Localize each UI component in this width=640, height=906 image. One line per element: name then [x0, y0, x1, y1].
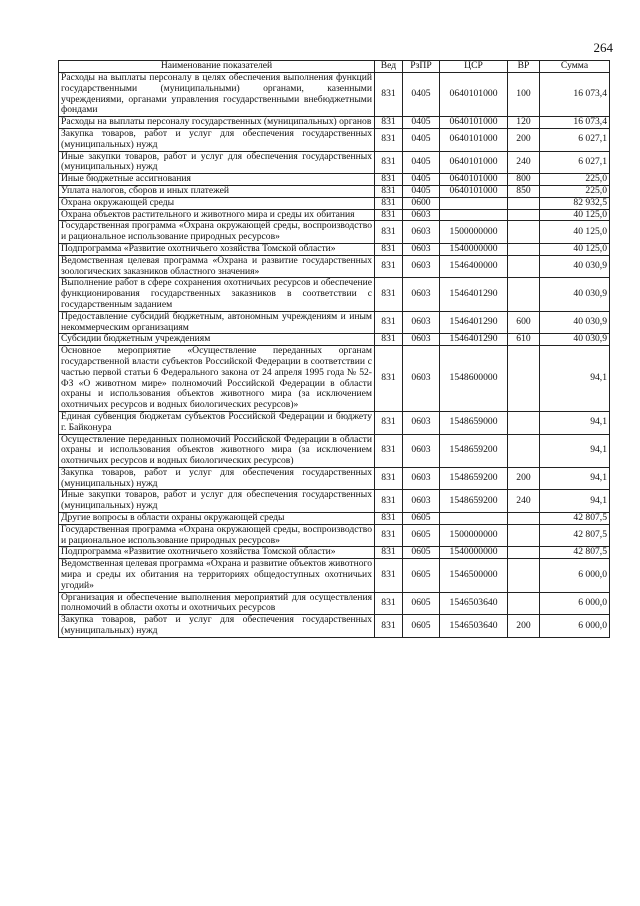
row-name-cell: Предоставление субсидий бюджетным, автономным учреждениям и иным некоммерческим организациям — [59, 311, 375, 334]
row-csr-cell: 1546401290 — [440, 311, 508, 334]
row-csr-cell: 1548659200 — [440, 434, 508, 467]
row-rzpr-cell: 0603 — [403, 243, 440, 255]
row-rzpr-cell: 0603 — [403, 334, 440, 346]
row-vr-cell: 200 — [508, 615, 540, 638]
row-vr-cell — [508, 209, 540, 221]
row-sum-cell: 42 807,5 — [540, 547, 610, 559]
header-vr: ВР — [508, 61, 540, 73]
row-ved-cell: 831 — [375, 243, 403, 255]
row-sum-cell: 40 125,0 — [540, 221, 610, 244]
row-ved-cell: 831 — [375, 411, 403, 434]
table-row — [59, 513, 610, 525]
table-row — [59, 592, 610, 615]
row-name-cell: Расходы на выплаты персоналу в целях обеспечения выполнения функций государственными (муниципальными) органами, казенными учреждениями, органами управления государственными внебюджетными фондами — [59, 73, 375, 117]
table-row — [59, 559, 610, 592]
table-row — [59, 197, 610, 209]
row-vr-cell — [508, 255, 540, 278]
row-ved-cell: 831 — [375, 197, 403, 209]
header-sum: Сумма — [540, 61, 610, 73]
row-sum-cell: 40 125,0 — [540, 243, 610, 255]
row-rzpr-cell: 0603 — [403, 434, 440, 467]
row-ved-cell: 831 — [375, 615, 403, 638]
row-csr-cell — [440, 209, 508, 221]
row-name-cell: Охрана объектов растительного и животного мира и среды их обитания — [59, 209, 375, 221]
row-vr-cell — [508, 524, 540, 547]
budget-table — [58, 60, 610, 638]
header-ved: Вед — [375, 61, 403, 73]
table-row — [59, 278, 610, 311]
page-number: 264 — [593, 40, 613, 55]
row-rzpr-cell: 0603 — [403, 255, 440, 278]
row-csr-cell: 1548659200 — [440, 490, 508, 513]
table-row — [59, 334, 610, 346]
row-sum-cell: 42 807,5 — [540, 524, 610, 547]
row-csr-cell: 0640101000 — [440, 185, 508, 197]
row-vr-cell: 600 — [508, 311, 540, 334]
row-csr-cell: 1540000000 — [440, 243, 508, 255]
row-csr-cell: 1548659000 — [440, 411, 508, 434]
row-rzpr-cell: 0605 — [403, 513, 440, 525]
header-rzpr: РзПР — [403, 61, 440, 73]
row-ved-cell: 831 — [375, 185, 403, 197]
row-name-cell: Выполнение работ в сфере сохранения охотничьих ресурсов и обеспечение функционирования государственных заказников в соответствии с государственным заданием — [59, 278, 375, 311]
row-csr-cell: 1548600000 — [440, 346, 508, 412]
row-name-cell: Организация и обеспечение выполнения мероприятий для осуществления полномочий в области охоты и охотничьих ресурсов — [59, 592, 375, 615]
row-ved-cell: 831 — [375, 513, 403, 525]
header-name: Наименование показателей — [59, 61, 375, 73]
row-vr-cell — [508, 434, 540, 467]
row-csr-cell — [440, 513, 508, 525]
row-ved-cell: 831 — [375, 128, 403, 151]
row-rzpr-cell: 0603 — [403, 490, 440, 513]
row-vr-cell: 100 — [508, 73, 540, 117]
row-csr-cell: 0640101000 — [440, 73, 508, 117]
row-csr-cell: 1546500000 — [440, 559, 508, 592]
row-ved-cell: 831 — [375, 434, 403, 467]
row-rzpr-cell: 0405 — [403, 117, 440, 129]
row-csr-cell: 1548659200 — [440, 467, 508, 490]
row-name-cell: Единая субвенция бюджетам субъектов Российской Федерации и бюджету г. Байконура — [59, 411, 375, 434]
header-row — [59, 61, 610, 73]
row-sum-cell: 40 030,9 — [540, 334, 610, 346]
row-ved-cell: 831 — [375, 151, 403, 174]
row-vr-cell — [508, 559, 540, 592]
table-row — [59, 73, 610, 117]
row-ved-cell: 831 — [375, 346, 403, 412]
row-rzpr-cell: 0603 — [403, 278, 440, 311]
row-csr-cell: 1546503640 — [440, 592, 508, 615]
row-ved-cell: 831 — [375, 73, 403, 117]
row-sum-cell: 40 125,0 — [540, 209, 610, 221]
row-csr-cell: 0640101000 — [440, 174, 508, 186]
row-rzpr-cell: 0405 — [403, 151, 440, 174]
row-ved-cell: 831 — [375, 559, 403, 592]
row-vr-cell — [508, 346, 540, 412]
row-ved-cell: 831 — [375, 334, 403, 346]
row-ved-cell: 831 — [375, 311, 403, 334]
table-header — [59, 61, 610, 73]
row-name-cell: Иные бюджетные ассигнования — [59, 174, 375, 186]
row-rzpr-cell: 0605 — [403, 524, 440, 547]
row-name-cell: Подпрограмма «Развитие охотничьего хозяйства Томской области» — [59, 243, 375, 255]
table-row — [59, 128, 610, 151]
row-csr-cell: 1546400000 — [440, 255, 508, 278]
row-vr-cell: 800 — [508, 174, 540, 186]
row-rzpr-cell: 0605 — [403, 547, 440, 559]
row-sum-cell: 40 030,9 — [540, 255, 610, 278]
row-ved-cell: 831 — [375, 221, 403, 244]
row-ved-cell: 831 — [375, 467, 403, 490]
row-csr-cell: 1546401290 — [440, 334, 508, 346]
row-name-cell: Иные закупки товаров, работ и услуг для обеспечения государственных (муниципальных) нужд — [59, 490, 375, 513]
row-vr-cell: 120 — [508, 117, 540, 129]
row-csr-cell: 1500000000 — [440, 524, 508, 547]
row-ved-cell: 831 — [375, 278, 403, 311]
row-csr-cell: 0640101000 — [440, 151, 508, 174]
row-ved-cell: 831 — [375, 490, 403, 513]
row-vr-cell — [508, 513, 540, 525]
row-csr-cell: 1546503640 — [440, 615, 508, 638]
row-sum-cell: 94,1 — [540, 346, 610, 412]
row-sum-cell: 16 073,4 — [540, 117, 610, 129]
row-name-cell: Государственная программа «Охрана окружающей среды, воспроизводство и рациональное использование природных ресурсов» — [59, 221, 375, 244]
header-csr: ЦСР — [440, 61, 508, 73]
row-csr-cell: 1540000000 — [440, 547, 508, 559]
row-vr-cell — [508, 278, 540, 311]
row-vr-cell — [508, 243, 540, 255]
row-sum-cell: 6 027,1 — [540, 128, 610, 151]
row-vr-cell — [508, 411, 540, 434]
table-row — [59, 547, 610, 559]
row-name-cell: Иные закупки товаров, работ и услуг для обеспечения государственных (муниципальных) нужд — [59, 151, 375, 174]
row-name-cell: Уплата налогов, сборов и иных платежей — [59, 185, 375, 197]
table-row — [59, 243, 610, 255]
row-rzpr-cell: 0600 — [403, 197, 440, 209]
row-sum-cell: 40 030,9 — [540, 278, 610, 311]
row-name-cell: Подпрограмма «Развитие охотничьего хозяйства Томской области» — [59, 547, 375, 559]
row-ved-cell: 831 — [375, 117, 403, 129]
row-vr-cell — [508, 221, 540, 244]
row-rzpr-cell: 0603 — [403, 346, 440, 412]
row-sum-cell: 94,1 — [540, 411, 610, 434]
row-ved-cell: 831 — [375, 547, 403, 559]
table-row — [59, 615, 610, 638]
row-csr-cell: 0640101000 — [440, 117, 508, 129]
row-name-cell: Государственная программа «Охрана окружающей среды, воспроизводство и рациональное использование природных ресурсов» — [59, 524, 375, 547]
row-vr-cell: 240 — [508, 151, 540, 174]
row-vr-cell — [508, 592, 540, 615]
row-sum-cell: 16 073,4 — [540, 73, 610, 117]
row-sum-cell: 6 000,0 — [540, 615, 610, 638]
row-vr-cell: 200 — [508, 467, 540, 490]
row-name-cell: Другие вопросы в области охраны окружающей среды — [59, 513, 375, 525]
row-rzpr-cell: 0605 — [403, 592, 440, 615]
table-row — [59, 117, 610, 129]
row-vr-cell — [508, 197, 540, 209]
row-rzpr-cell: 0605 — [403, 615, 440, 638]
row-name-cell: Субсидии бюджетным учреждениям — [59, 334, 375, 346]
row-ved-cell: 831 — [375, 174, 403, 186]
table-row — [59, 255, 610, 278]
row-sum-cell: 225,0 — [540, 174, 610, 186]
row-name-cell: Закупка товаров, работ и услуг для обеспечения государственных (муниципальных) нужд — [59, 615, 375, 638]
row-sum-cell: 94,1 — [540, 434, 610, 467]
row-sum-cell: 94,1 — [540, 467, 610, 490]
table-row — [59, 490, 610, 513]
row-csr-cell: 1500000000 — [440, 221, 508, 244]
table-row — [59, 151, 610, 174]
row-sum-cell: 6 027,1 — [540, 151, 610, 174]
row-vr-cell: 240 — [508, 490, 540, 513]
table-row — [59, 467, 610, 490]
row-sum-cell: 6 000,0 — [540, 592, 610, 615]
row-name-cell: Основное мероприятие «Осуществление переданных органам государственной власти субъектов Российской Федерации в соответствии с частью первой статьи 6 Федерального закона от 24 апреля 1995 года № 52-ФЗ «О животном мире» полномочий Российской Федерации в области охраны и использования объектов животного мира (за исключением охотничьих ресурсов и водных биологических ресурсов)» — [59, 346, 375, 412]
row-sum-cell: 225,0 — [540, 185, 610, 197]
row-csr-cell — [440, 197, 508, 209]
row-name-cell: Осуществление переданных полномочий Российской Федерации в области охраны и использования объектов животного мира (за исключением охотничьих ресурсов и водных биологических ресурсов) — [59, 434, 375, 467]
table-row — [59, 524, 610, 547]
row-name-cell: Охрана окружающей среды — [59, 197, 375, 209]
row-name-cell: Закупка товаров, работ и услуг для обеспечения государственных (муниципальных) нужд — [59, 128, 375, 151]
row-ved-cell: 831 — [375, 209, 403, 221]
row-name-cell: Ведомственная целевая программа «Охрана и развитие объектов животного мира и среды их обитания на территориях общедоступных охотничьих угодий» — [59, 559, 375, 592]
row-ved-cell: 831 — [375, 524, 403, 547]
row-vr-cell: 610 — [508, 334, 540, 346]
row-vr-cell — [508, 547, 540, 559]
row-csr-cell: 1546401290 — [440, 278, 508, 311]
row-rzpr-cell: 0603 — [403, 311, 440, 334]
row-rzpr-cell: 0405 — [403, 185, 440, 197]
row-name-cell: Закупка товаров, работ и услуг для обеспечения государственных (муниципальных) нужд — [59, 467, 375, 490]
row-rzpr-cell: 0603 — [403, 221, 440, 244]
table-row — [59, 346, 610, 412]
table-row — [59, 185, 610, 197]
table-row — [59, 411, 610, 434]
row-rzpr-cell: 0605 — [403, 559, 440, 592]
row-vr-cell: 850 — [508, 185, 540, 197]
table-row — [59, 174, 610, 186]
row-name-cell: Ведомственная целевая программа «Охрана и развитие государственных зоологических заказников областного значения» — [59, 255, 375, 278]
row-sum-cell: 42 807,5 — [540, 513, 610, 525]
row-csr-cell: 0640101000 — [440, 128, 508, 151]
row-sum-cell: 94,1 — [540, 490, 610, 513]
row-sum-cell: 40 030,9 — [540, 311, 610, 334]
table-row — [59, 434, 610, 467]
table-row — [59, 209, 610, 221]
table-row — [59, 221, 610, 244]
table-body — [59, 73, 610, 638]
row-rzpr-cell: 0405 — [403, 174, 440, 186]
row-sum-cell: 82 932,5 — [540, 197, 610, 209]
row-name-cell: Расходы на выплаты персоналу государственных (муниципальных) органов — [59, 117, 375, 129]
row-rzpr-cell: 0603 — [403, 467, 440, 490]
row-sum-cell: 6 000,0 — [540, 559, 610, 592]
row-rzpr-cell: 0603 — [403, 209, 440, 221]
row-ved-cell: 831 — [375, 255, 403, 278]
row-vr-cell: 200 — [508, 128, 540, 151]
row-ved-cell: 831 — [375, 592, 403, 615]
row-rzpr-cell: 0405 — [403, 73, 440, 117]
row-rzpr-cell: 0405 — [403, 128, 440, 151]
row-rzpr-cell: 0603 — [403, 411, 440, 434]
table-row — [59, 311, 610, 334]
